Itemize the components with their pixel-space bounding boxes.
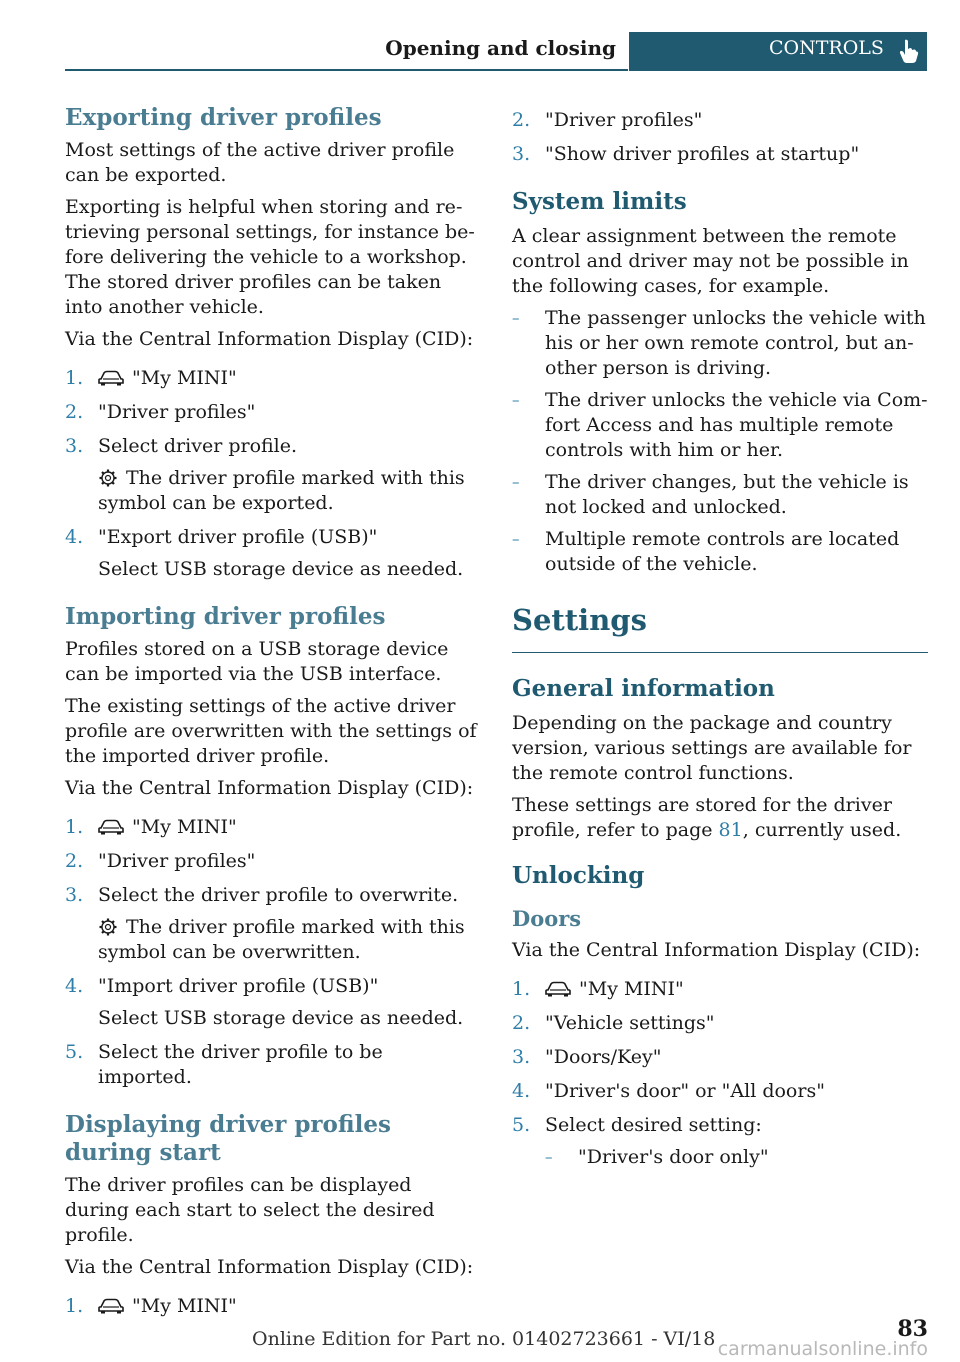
step-number: 3.: [512, 1046, 531, 1068]
settings-heading: Settings: [512, 602, 928, 653]
step-number: 2.: [65, 850, 84, 872]
step-number: 4.: [65, 526, 84, 548]
car-icon: [98, 1298, 124, 1314]
step-text: Select desired setting:: [545, 1114, 762, 1136]
list-item: [65, 849, 480, 874]
step-text: "Driver profiles": [545, 109, 703, 131]
header-chapter-tab: [629, 32, 927, 71]
importing-para-3: Via the Central Information Display (CID):: [65, 777, 474, 799]
header-rule: [65, 69, 628, 71]
step-text: "My MINI": [132, 1295, 237, 1317]
step-text: "Vehicle settings": [545, 1012, 715, 1034]
step-text: Select the driver profile to be imported.: [98, 1041, 383, 1088]
step-note-text: The driver profile marked with this symbol can be exported.: [98, 467, 465, 514]
doors-steps: [512, 977, 928, 1170]
step-note: Select USB storage device as needed.: [98, 558, 464, 580]
general-para-1: Depending on the package and country version, various settings are available for the remote control functions.: [512, 712, 912, 784]
displaying-steps: [65, 1294, 480, 1319]
step-note: [98, 915, 480, 965]
general-information-heading: General information: [512, 675, 775, 702]
step-number: 4.: [65, 975, 84, 997]
list-item: [512, 977, 928, 1002]
list-item-text: The driver unlocks the vehicle via Comfort Access and has multiple remote controls with him or her.: [545, 389, 928, 461]
importing-para-1: Profiles stored on a USB storage device can be imported via the USB interface.: [65, 638, 449, 685]
step-text: Select the driver profile to overwrite.: [98, 884, 459, 906]
list-item-text: The passenger unlocks the vehicle with his or her own remote control, but another person is driving.: [545, 307, 926, 379]
list-item-text: Multiple remote controls are located outside of the vehicle.: [545, 528, 900, 575]
step-text: "Show driver profiles at startup": [545, 143, 860, 165]
step-number: 2.: [512, 1012, 531, 1034]
car-icon: [98, 819, 124, 835]
step-note-text: The driver profile marked with this symbol can be overwritten.: [98, 916, 465, 963]
right-column: [512, 104, 928, 1179]
list-item: [65, 525, 480, 582]
step-number: 3.: [512, 143, 531, 165]
step-number: 4.: [512, 1080, 531, 1102]
car-icon: [98, 370, 124, 386]
car-icon: [545, 981, 571, 997]
dash-marker: –: [512, 530, 520, 548]
displaying-para-2: Via the Central Information Display (CID):: [65, 1256, 474, 1278]
step-number: 1.: [65, 816, 84, 838]
list-item: [65, 1294, 480, 1319]
list-item: [512, 306, 928, 381]
list-item: [65, 815, 480, 840]
list-item: [65, 400, 480, 425]
list-item: [545, 1145, 928, 1170]
system-limits-list: [512, 306, 928, 577]
list-item: [512, 1045, 928, 1070]
dash-marker: –: [545, 1148, 553, 1166]
list-item: [512, 470, 928, 520]
step-note: Select USB storage device as needed.: [98, 1007, 464, 1029]
step-number: 3.: [65, 884, 84, 906]
list-item: [65, 366, 480, 391]
dash-marker: –: [512, 391, 520, 409]
step-text: "Doors/Key": [545, 1046, 662, 1068]
unlocking-heading: Unlocking: [512, 862, 645, 889]
page-link[interactable]: 81: [718, 819, 743, 841]
step-number: 3.: [65, 435, 84, 457]
step-number: 2.: [65, 401, 84, 423]
step-number: 5.: [512, 1114, 531, 1136]
doors-heading: Doors: [512, 906, 582, 931]
list-item: [65, 883, 480, 965]
hand-icon: [897, 38, 919, 64]
exporting-steps: [65, 366, 480, 582]
left-column: [65, 104, 480, 1328]
displaying-steps-continued: [512, 108, 928, 167]
list-item: [512, 388, 928, 463]
header-section-title: Opening and closing: [385, 36, 616, 60]
exporting-para-2: Exporting is helpful when storing and retrieving personal settings, for instance before delivering the vehicle to a workshop. The stored driver profiles can be taken into another vehicle.: [65, 196, 475, 318]
step-number: 1.: [65, 1295, 84, 1317]
list-item: [512, 527, 928, 577]
step-note: [98, 466, 480, 516]
step-text: "Export driver profile (USB)": [98, 526, 378, 548]
footer-edition: Online Edition for Part no. 01402723661 - VI/18: [252, 1328, 716, 1350]
list-item: [65, 974, 480, 1031]
watermark: carmanualsonline.info: [717, 1338, 928, 1360]
list-item-text: The driver changes, but the vehicle is not locked and unlocked.: [545, 471, 909, 518]
step-number: 2.: [512, 109, 531, 131]
step-text: "Driver profiles": [98, 850, 256, 872]
step-number: 1.: [512, 978, 531, 1000]
list-item: [512, 1011, 928, 1036]
displaying-heading: Displaying driver profiles during start: [65, 1111, 391, 1166]
list-item: [512, 142, 928, 167]
step-number: 1.: [65, 367, 84, 389]
exporting-para-1: Most settings of the active driver profile can be exported.: [65, 139, 455, 186]
doors-para: Via the Central Information Display (CID):: [512, 939, 921, 961]
step-text: Select driver profile.: [98, 435, 298, 457]
gear-icon: [98, 468, 118, 488]
step-text: "Import driver profile (USB)": [98, 975, 379, 997]
importing-para-2: The existing settings of the active driver profile are overwritten with the settings of the imported driver profile.: [65, 695, 477, 767]
list-item: [512, 1113, 928, 1170]
displaying-para-1: The driver profiles can be displayed during each start to select the desired profile.: [65, 1174, 435, 1246]
list-item-text: "Driver's door only": [578, 1146, 769, 1168]
general-para-2-text: These settings are stored for the driver profile, refer to page: [512, 794, 892, 841]
step-text: "Driver's door" or "All doors": [545, 1080, 825, 1102]
system-limits-heading: System limits: [512, 188, 687, 215]
exporting-para-3: Via the Central Information Display (CID):: [65, 328, 474, 350]
setting-options: [545, 1145, 928, 1170]
header-chapter-label: CONTROLS: [769, 37, 884, 59]
system-limits-para: A clear assignment between the remote control and driver may not be possible in the following cases, for example.: [512, 225, 909, 297]
step-text: "My MINI": [132, 816, 237, 838]
general-para-2-tail: , currently used.: [742, 819, 902, 841]
exporting-heading: Exporting driver profiles: [65, 104, 382, 131]
list-item: [512, 1079, 928, 1104]
step-text: "Driver profiles": [98, 401, 256, 423]
step-number: 5.: [65, 1041, 84, 1063]
page-number: 83: [897, 1316, 928, 1342]
step-text: "My MINI": [579, 978, 684, 1000]
list-item: [65, 434, 480, 516]
general-para-2: [512, 793, 928, 843]
dash-marker: –: [512, 473, 520, 491]
list-item: [512, 108, 928, 133]
importing-steps: [65, 815, 480, 1090]
list-item: [65, 1040, 480, 1090]
importing-heading: Importing driver profiles: [65, 603, 386, 630]
gear-icon: [98, 917, 118, 937]
dash-marker: –: [512, 309, 520, 327]
step-text: "My MINI": [132, 367, 237, 389]
